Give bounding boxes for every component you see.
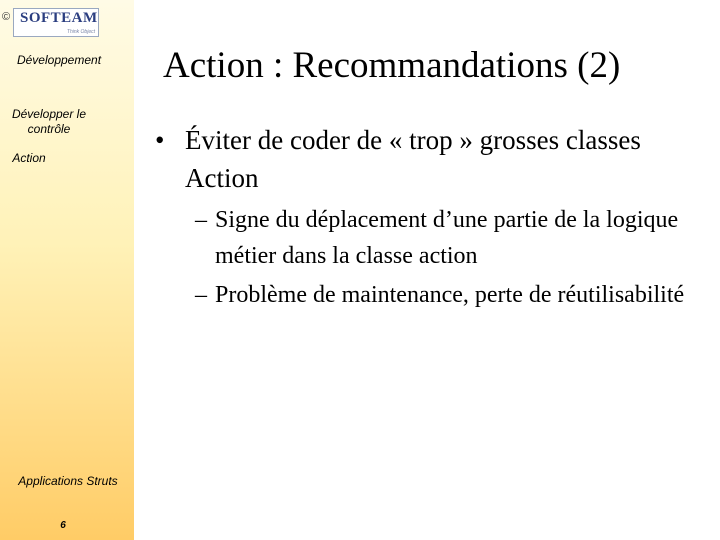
logo-box (13, 8, 99, 37)
sidebar-item-developper-le-controle[interactable]: Développer le contrôle (11, 107, 87, 136)
bullet-text: Éviter de coder de « trop » grosses classes Action (185, 125, 641, 193)
sub-bullet-marker: – (195, 207, 207, 233)
copyright-icon: © (2, 11, 11, 23)
sidebar-item-action[interactable]: Action (12, 151, 46, 165)
sub-bullet-text: Problème de maintenance, perte de réutilisabilité (215, 282, 685, 308)
page-number: 6 (60, 520, 66, 531)
sub-bullet-text: Signe du déplacement d’une partie de la logique métier dans la classe action (215, 207, 679, 269)
slide-title: Action : Recommandations (2) (163, 45, 621, 86)
softeam-logo (2, 8, 98, 36)
sidebar-item-developpement[interactable]: Développement (16, 53, 102, 67)
sub-bullet-marker: – (195, 282, 207, 308)
sidebar (0, 0, 134, 540)
logo-tagline: Think Object (66, 29, 95, 35)
sidebar-footer-title: Applications Struts (18, 474, 118, 488)
bullet-marker: • (155, 125, 165, 155)
logo-name: SOFTEAM (20, 10, 98, 26)
